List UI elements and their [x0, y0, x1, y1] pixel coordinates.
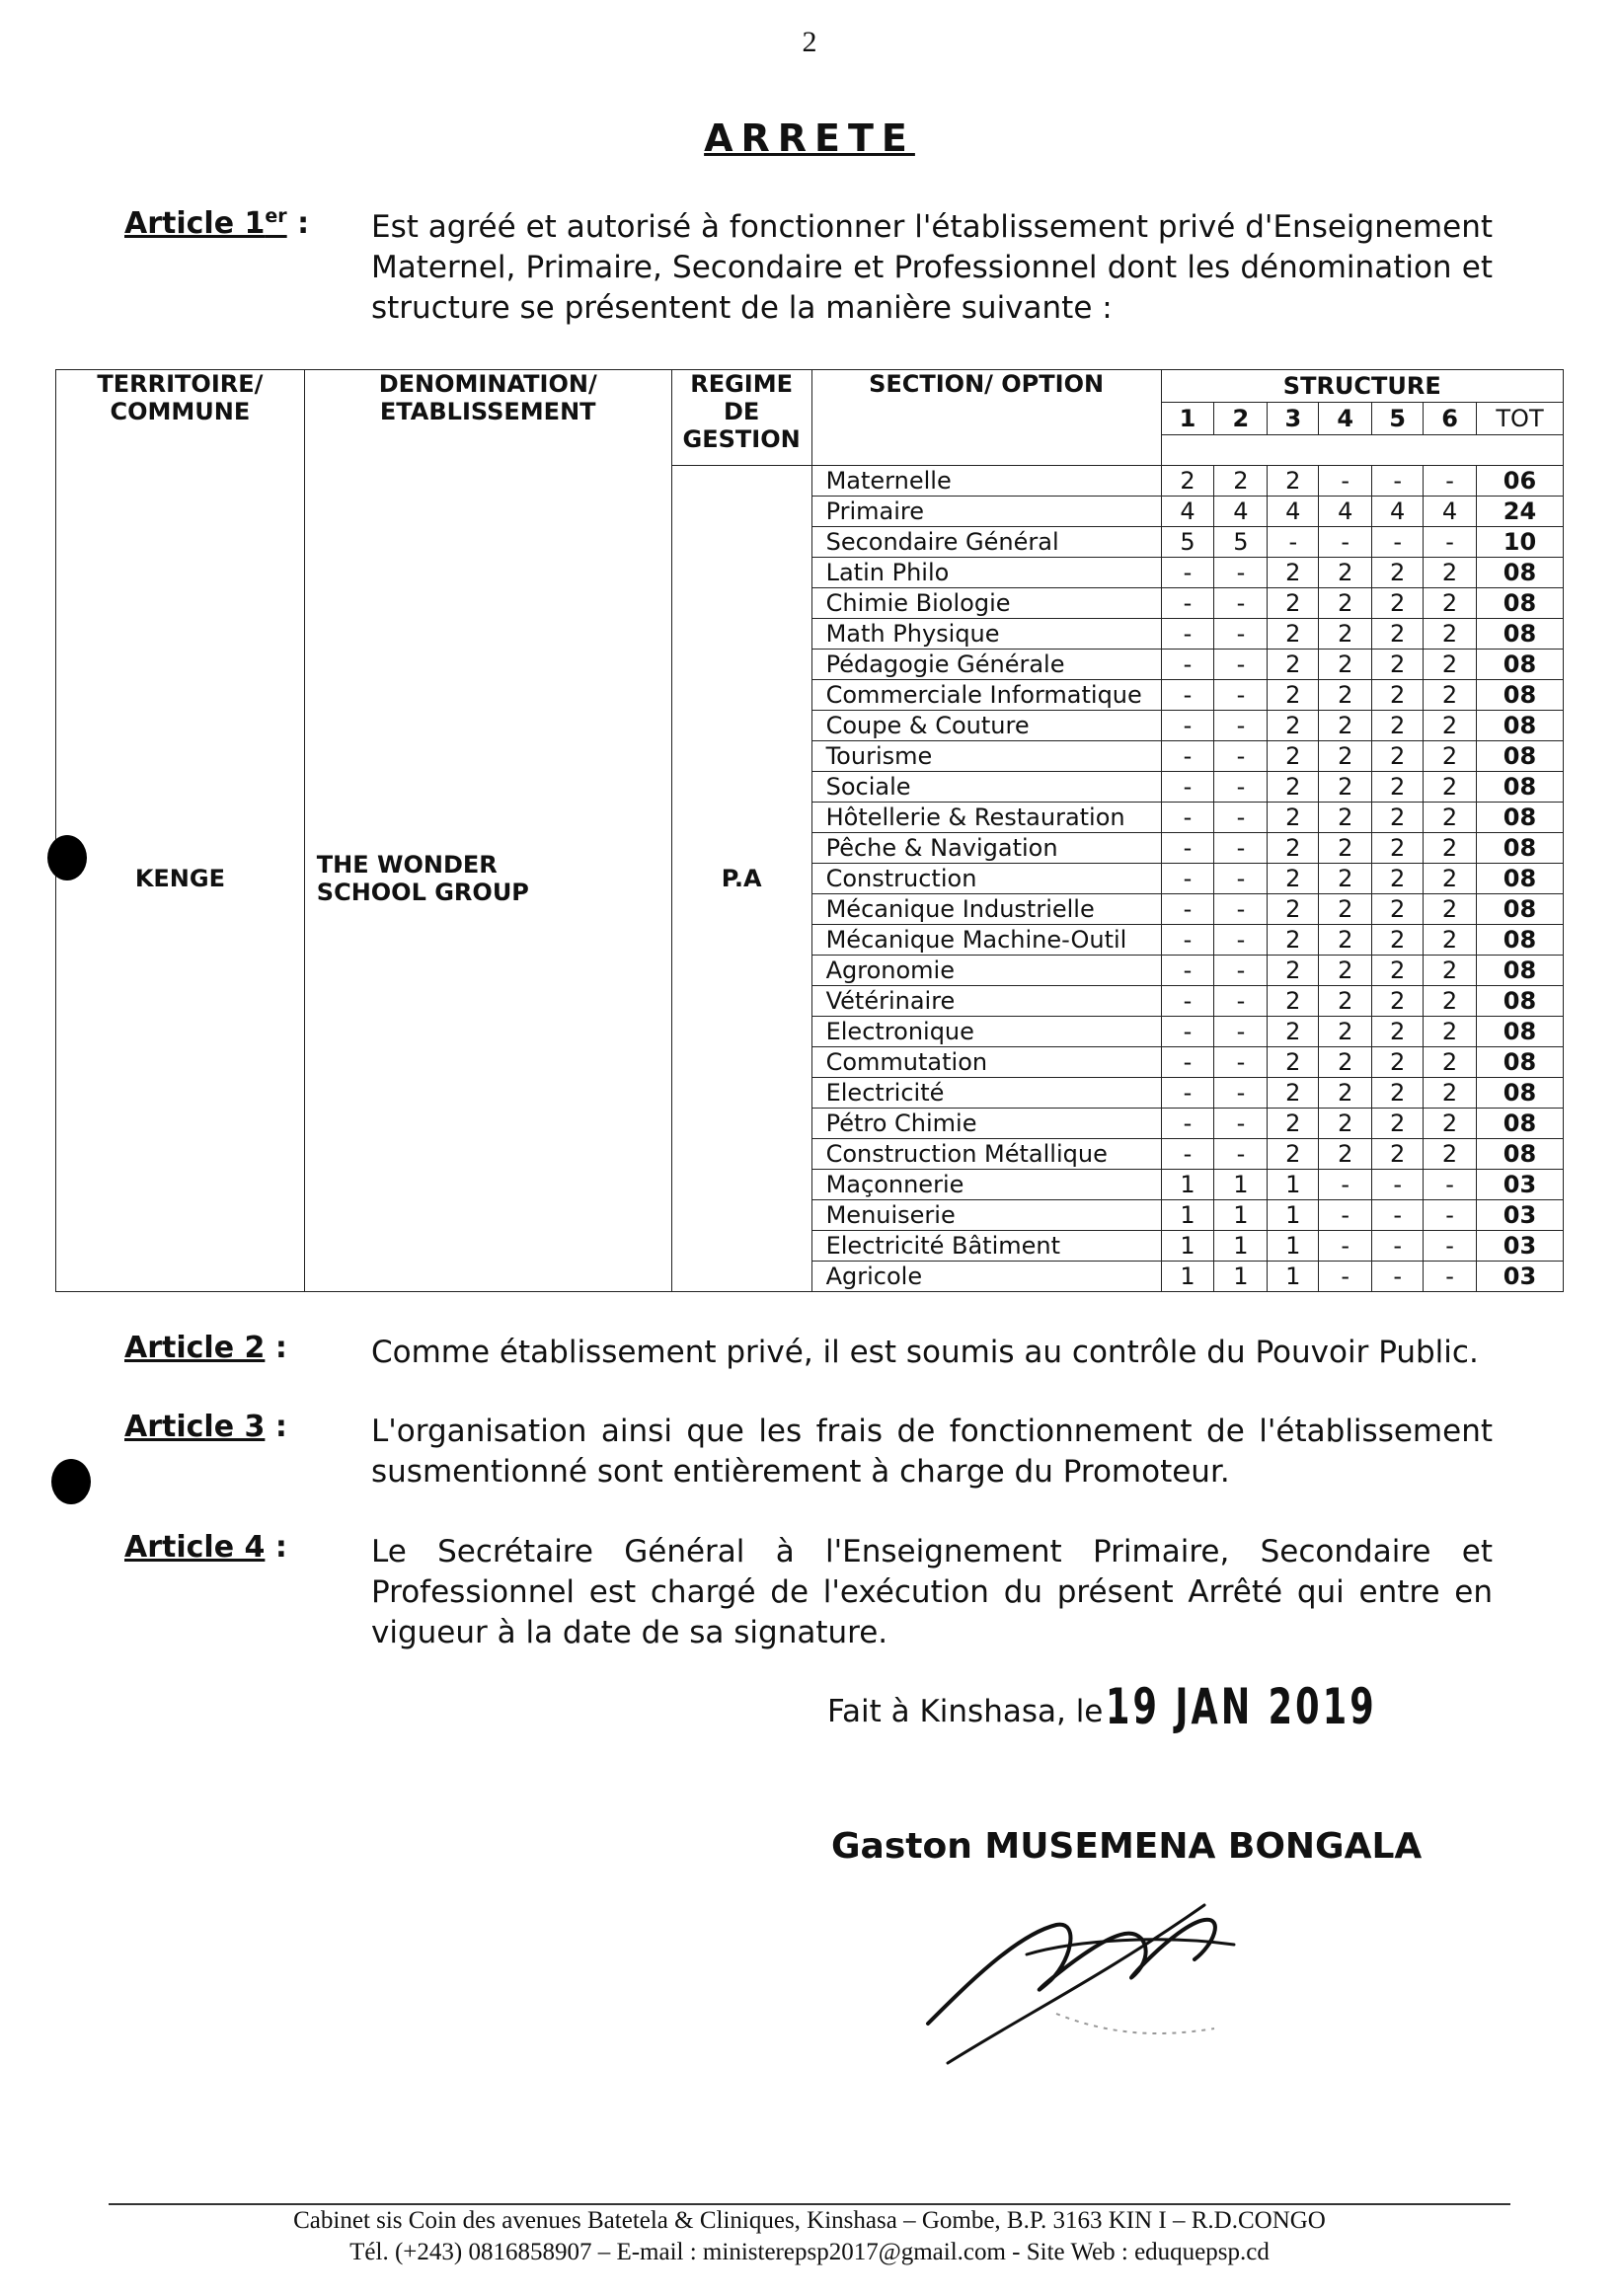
header-section: SECTION/ OPTION [811, 370, 1161, 466]
structure-cell: 2 [1268, 1139, 1319, 1170]
section-option-cell: Agronomie [811, 956, 1161, 986]
total-cell: 08 [1477, 558, 1564, 588]
section-option-cell: Electricité [811, 1078, 1161, 1109]
section-option-cell: Commutation [811, 1047, 1161, 1078]
structure-cell: 2 [1424, 1109, 1477, 1139]
structure-cell: 2 [1268, 711, 1319, 741]
total-cell: 10 [1477, 527, 1564, 558]
structure-cell: 2 [1424, 956, 1477, 986]
section-option-cell: Maçonnerie [811, 1170, 1161, 1200]
structure-cell: 2 [1424, 772, 1477, 803]
structure-cell: 2 [1424, 558, 1477, 588]
structure-cell: 2 [1268, 466, 1319, 497]
territoire-cell: KENGE [134, 864, 225, 892]
structure-cell: - [1214, 711, 1268, 741]
structure-cell: - [1319, 527, 1372, 558]
structure-cell: - [1372, 1200, 1424, 1231]
structure-cell: 2 [1319, 772, 1372, 803]
total-cell: 08 [1477, 894, 1564, 925]
total-cell: 08 [1477, 1078, 1564, 1109]
structure-cell: 2 [1214, 466, 1268, 497]
structure-cell: 2 [1372, 772, 1424, 803]
structure-cell: 2 [1424, 1047, 1477, 1078]
table-row [56, 466, 1564, 497]
footer-contact: Tél. (+243) 0816858907 – E-mail : ministerepsp2017@gmail.com - Site Web : eduquepsp.cd [349, 2239, 1270, 2265]
structure-cell: - [1214, 925, 1268, 956]
structure-cell: 2 [1424, 894, 1477, 925]
header-col-tot: TOT [1477, 403, 1564, 435]
article-1-label: Article 1er : [124, 205, 310, 241]
punch-hole-mark [51, 1459, 91, 1504]
structure-cell: 2 [1424, 1017, 1477, 1047]
total-cell: 08 [1477, 1047, 1564, 1078]
structure-cell: - [1372, 1262, 1424, 1292]
structure-cell: 2 [1372, 741, 1424, 772]
document-title: ARRETE [704, 116, 915, 160]
structure-cell: - [1214, 588, 1268, 619]
section-option-cell: Chimie Biologie [811, 588, 1161, 619]
section-option-cell: Pêche & Navigation [811, 833, 1161, 864]
structure-cell: - [1424, 527, 1477, 558]
structure-cell: 2 [1372, 1047, 1424, 1078]
structure-cell: - [1161, 558, 1214, 588]
structure-cell: - [1161, 864, 1214, 894]
structure-cell: - [1161, 925, 1214, 956]
section-option-cell: Menuiserie [811, 1200, 1161, 1231]
header-col-5: 5 [1372, 403, 1424, 435]
structure-cell: - [1161, 1139, 1214, 1170]
structure-cell: 4 [1214, 497, 1268, 527]
structure-cell: 1 [1214, 1231, 1268, 1262]
total-cell: 08 [1477, 925, 1564, 956]
header-regime: REGIME DE GESTION [671, 370, 811, 466]
structure-cell: 2 [1268, 986, 1319, 1017]
section-option-cell: Coupe & Couture [811, 711, 1161, 741]
structure-cell: 5 [1214, 527, 1268, 558]
structure-cell: - [1161, 1047, 1214, 1078]
structure-cell: 2 [1268, 833, 1319, 864]
article-4-text: Le Secrétaire Général à l'Enseignement Primaire, Secondaire et Professionnel est chargé de l'exécution du présent Arrêté qui entre en vigueur à la date de sa signature. [371, 1534, 1493, 1650]
place-date-label: Fait à Kinshasa, le [827, 1694, 1104, 1729]
page-number: 2 [802, 26, 817, 58]
structure-cell: - [1161, 680, 1214, 711]
section-option-cell: Pétro Chimie [811, 1109, 1161, 1139]
structure-cell: 1 [1161, 1231, 1214, 1262]
structure-cell: 2 [1372, 680, 1424, 711]
article-1-text: Est agréé et autorisé à fonctionner l'établissement privé d'Enseignement Maternel, Primaire, Secondaire et Professionnel dont les dénomination et structure se présentent de la manière suivante : [371, 209, 1493, 326]
total-cell: 08 [1477, 1017, 1564, 1047]
structure-cell: - [1372, 1231, 1424, 1262]
structure-cell: 1 [1268, 1170, 1319, 1200]
header-col-1: 1 [1161, 403, 1214, 435]
structure-cell: 2 [1424, 1139, 1477, 1170]
section-option-cell: Mécanique Machine-Outil [811, 925, 1161, 956]
total-cell: 06 [1477, 466, 1564, 497]
header-structure: STRUCTURE [1161, 370, 1563, 403]
structure-cell: 2 [1319, 1047, 1372, 1078]
structure-cell: 2 [1268, 925, 1319, 956]
structure-cell: 2 [1424, 986, 1477, 1017]
structure-cell: 2 [1424, 680, 1477, 711]
structure-cell: - [1214, 558, 1268, 588]
total-cell: 03 [1477, 1170, 1564, 1200]
structure-cell: - [1319, 1262, 1372, 1292]
structure-cell: - [1161, 588, 1214, 619]
structure-cell: - [1424, 1170, 1477, 1200]
total-cell: 08 [1477, 956, 1564, 986]
structure-cell: - [1214, 772, 1268, 803]
total-cell: 08 [1477, 1139, 1564, 1170]
structure-cell: - [1214, 1047, 1268, 1078]
section-option-cell: Latin Philo [811, 558, 1161, 588]
structure-cell: 2 [1319, 680, 1372, 711]
structure-cell: 2 [1372, 711, 1424, 741]
structure-cell: 2 [1424, 650, 1477, 680]
structure-cell: 2 [1268, 619, 1319, 650]
total-cell: 08 [1477, 772, 1564, 803]
structure-cell: 2 [1424, 833, 1477, 864]
structure-cell: 2 [1319, 619, 1372, 650]
section-option-cell: Electricité Bâtiment [811, 1231, 1161, 1262]
section-option-cell: Math Physique [811, 619, 1161, 650]
structure-cell: - [1161, 711, 1214, 741]
structure-cell: - [1424, 1200, 1477, 1231]
structure-cell: - [1214, 894, 1268, 925]
total-cell: 03 [1477, 1200, 1564, 1231]
section-option-cell: Tourisme [811, 741, 1161, 772]
structure-cell: 2 [1372, 925, 1424, 956]
signatory-name: Gaston MUSEMENA BONGALA [831, 1826, 1423, 1867]
structure-cell: - [1161, 1017, 1214, 1047]
structure-cell: 2 [1268, 1047, 1319, 1078]
structure-cell: 2 [1372, 894, 1424, 925]
structure-cell: 1 [1214, 1170, 1268, 1200]
structure-cell: - [1268, 527, 1319, 558]
structure-cell: 1 [1161, 1262, 1214, 1292]
structure-cell: - [1214, 680, 1268, 711]
section-option-cell: Construction Métallique [811, 1139, 1161, 1170]
structure-cell: 2 [1372, 588, 1424, 619]
structure-cell: 2 [1319, 986, 1372, 1017]
total-cell: 08 [1477, 803, 1564, 833]
structure-cell: 2 [1372, 1017, 1424, 1047]
section-option-cell: Secondaire Général [811, 527, 1161, 558]
total-cell: 08 [1477, 833, 1564, 864]
section-option-cell: Agricole [811, 1262, 1161, 1292]
structure-cell: - [1214, 1139, 1268, 1170]
section-option-cell: Pédagogie Générale [811, 650, 1161, 680]
handwritten-signature [908, 1866, 1283, 2093]
structure-cell: 1 [1161, 1200, 1214, 1231]
article-2-text: Comme établissement privé, il est soumis au contrôle du Pouvoir Public. [371, 1335, 1479, 1370]
structure-cell: 2 [1268, 1078, 1319, 1109]
structure-cell: 1 [1214, 1262, 1268, 1292]
total-cell: 08 [1477, 588, 1564, 619]
structure-cell: - [1424, 1231, 1477, 1262]
structure-cell: - [1214, 1017, 1268, 1047]
total-cell: 08 [1477, 711, 1564, 741]
structure-cell: - [1214, 1078, 1268, 1109]
article-2-label: Article 2 : [124, 1331, 287, 1365]
structure-cell: 2 [1372, 833, 1424, 864]
structure-cell: - [1161, 803, 1214, 833]
section-option-cell: Primaire [811, 497, 1161, 527]
article-3-label: Article 3 : [124, 1410, 287, 1444]
structure-cell: 2 [1268, 741, 1319, 772]
structure-cell: 2 [1319, 650, 1372, 680]
structure-cell: 2 [1372, 1109, 1424, 1139]
structure-cell: - [1161, 1109, 1214, 1139]
regime-cell: P.A [721, 865, 762, 892]
structure-cell: - [1214, 1109, 1268, 1139]
header-col-4: 4 [1319, 403, 1372, 435]
structure-cell: 2 [1319, 864, 1372, 894]
structure-cell: 2 [1372, 650, 1424, 680]
structure-cell: - [1372, 466, 1424, 497]
structure-cell: 4 [1268, 497, 1319, 527]
structure-cell: 2 [1372, 956, 1424, 986]
structure-cell: 2 [1268, 894, 1319, 925]
structure-cell: 2 [1319, 741, 1372, 772]
structure-cell: - [1424, 1262, 1477, 1292]
total-cell: 08 [1477, 680, 1564, 711]
structure-cell: - [1319, 466, 1372, 497]
section-option-cell: Vétérinaire [811, 986, 1161, 1017]
structure-cell: 2 [1372, 864, 1424, 894]
structure-cell: 4 [1424, 497, 1477, 527]
date-stamp: 19 JAN 2019 [1106, 1678, 1377, 1735]
structure-cell: 2 [1268, 864, 1319, 894]
structure-cell: 2 [1319, 558, 1372, 588]
structure-cell: 4 [1161, 497, 1214, 527]
structure-cell: 2 [1319, 803, 1372, 833]
footer-address: Cabinet sis Coin des avenues Batetela & Cliniques, Kinshasa – Gombe, B.P. 3163 KIN I – R.D.CONGO [293, 2207, 1326, 2234]
total-cell: 24 [1477, 497, 1564, 527]
structure-cell: - [1161, 1078, 1214, 1109]
structure-cell: 2 [1372, 558, 1424, 588]
structure-cell: 4 [1319, 497, 1372, 527]
total-cell: 08 [1477, 741, 1564, 772]
structure-cell: - [1319, 1170, 1372, 1200]
structure-cell: - [1424, 466, 1477, 497]
section-option-cell: Construction [811, 864, 1161, 894]
structure-cell: 1 [1268, 1262, 1319, 1292]
structure-cell: - [1214, 650, 1268, 680]
header-territoire: TERRITOIRE/ COMMUNE [56, 370, 305, 466]
structure-cell: 1 [1268, 1231, 1319, 1262]
structure-cell: 1 [1214, 1200, 1268, 1231]
structure-cell: 2 [1319, 894, 1372, 925]
article-3-text: L'organisation ainsi que les frais de fonctionnement de l'établissement susmentionné sont entièrement à charge du Promoteur. [371, 1414, 1493, 1490]
structure-cell: 4 [1372, 497, 1424, 527]
structure-cell: 2 [1161, 466, 1214, 497]
section-option-cell: Commerciale Informatique [811, 680, 1161, 711]
structure-cell: 2 [1268, 956, 1319, 986]
structure-cell: - [1161, 956, 1214, 986]
structure-cell: 2 [1319, 1139, 1372, 1170]
structure-cell: 2 [1372, 1078, 1424, 1109]
section-option-cell: Hôtellerie & Restauration [811, 803, 1161, 833]
structure-cell: 2 [1268, 1017, 1319, 1047]
header-denomination: DENOMINATION/ ETABLISSEMENT [304, 370, 671, 466]
structure-cell: - [1161, 650, 1214, 680]
structure-cell: 2 [1424, 864, 1477, 894]
structure-cell: - [1161, 619, 1214, 650]
total-cell: 08 [1477, 619, 1564, 650]
structure-cell: 2 [1424, 803, 1477, 833]
header-col-2: 2 [1214, 403, 1268, 435]
structure-cell: 2 [1319, 711, 1372, 741]
structure-cell: 5 [1161, 527, 1214, 558]
structure-cell: - [1214, 741, 1268, 772]
denomination-cell: THE WONDER SCHOOL GROUP [316, 850, 529, 906]
article-4-label: Article 4 : [124, 1530, 287, 1565]
structure-cell: 2 [1319, 833, 1372, 864]
structure-cell: 1 [1268, 1200, 1319, 1231]
structure-cell: - [1161, 894, 1214, 925]
structure-cell: 2 [1319, 588, 1372, 619]
structure-cell: 2 [1319, 1078, 1372, 1109]
structure-cell: 2 [1319, 1017, 1372, 1047]
structure-cell: 2 [1319, 1109, 1372, 1139]
structure-cell: 2 [1268, 558, 1319, 588]
structure-cell: 2 [1372, 619, 1424, 650]
structure-cell: 2 [1424, 588, 1477, 619]
structure-cell: - [1319, 1231, 1372, 1262]
total-cell: 08 [1477, 864, 1564, 894]
structure-cell: - [1214, 803, 1268, 833]
structure-cell: 2 [1372, 1139, 1424, 1170]
structure-table [55, 369, 1564, 1292]
section-option-cell: Maternelle [811, 466, 1161, 497]
structure-cell: 2 [1319, 925, 1372, 956]
structure-cell: - [1372, 1170, 1424, 1200]
structure-cell: 2 [1424, 711, 1477, 741]
structure-cell: 2 [1424, 1078, 1477, 1109]
structure-cell: - [1319, 1200, 1372, 1231]
structure-cell: - [1214, 986, 1268, 1017]
structure-cell: - [1161, 772, 1214, 803]
structure-cell: 1 [1161, 1170, 1214, 1200]
structure-cell: 2 [1372, 986, 1424, 1017]
section-option-cell: Sociale [811, 772, 1161, 803]
structure-cell: 2 [1424, 741, 1477, 772]
total-cell: 08 [1477, 650, 1564, 680]
structure-cell: - [1372, 527, 1424, 558]
total-cell: 03 [1477, 1262, 1564, 1292]
header-col-6: 6 [1424, 403, 1477, 435]
structure-cell: 2 [1424, 619, 1477, 650]
structure-cell: - [1161, 741, 1214, 772]
structure-cell: - [1214, 864, 1268, 894]
structure-cell: 2 [1268, 650, 1319, 680]
structure-cell: 2 [1268, 803, 1319, 833]
section-option-cell: Mécanique Industrielle [811, 894, 1161, 925]
structure-cell: - [1161, 833, 1214, 864]
structure-cell: - [1161, 986, 1214, 1017]
header-col-3: 3 [1268, 403, 1319, 435]
total-cell: 03 [1477, 1231, 1564, 1262]
structure-cell: 2 [1268, 588, 1319, 619]
punch-hole-mark [47, 835, 87, 880]
structure-cell: - [1214, 833, 1268, 864]
structure-cell: - [1214, 956, 1268, 986]
structure-cell: 2 [1424, 925, 1477, 956]
structure-cell: 2 [1268, 772, 1319, 803]
section-option-cell: Electronique [811, 1017, 1161, 1047]
structure-cell: 2 [1319, 956, 1372, 986]
footer-divider [109, 2203, 1510, 2205]
total-cell: 08 [1477, 1109, 1564, 1139]
table-body [56, 466, 1564, 1292]
structure-cell: 2 [1268, 680, 1319, 711]
total-cell: 08 [1477, 986, 1564, 1017]
structure-cell: - [1214, 619, 1268, 650]
structure-cell: 2 [1268, 1109, 1319, 1139]
structure-cell: 2 [1372, 803, 1424, 833]
